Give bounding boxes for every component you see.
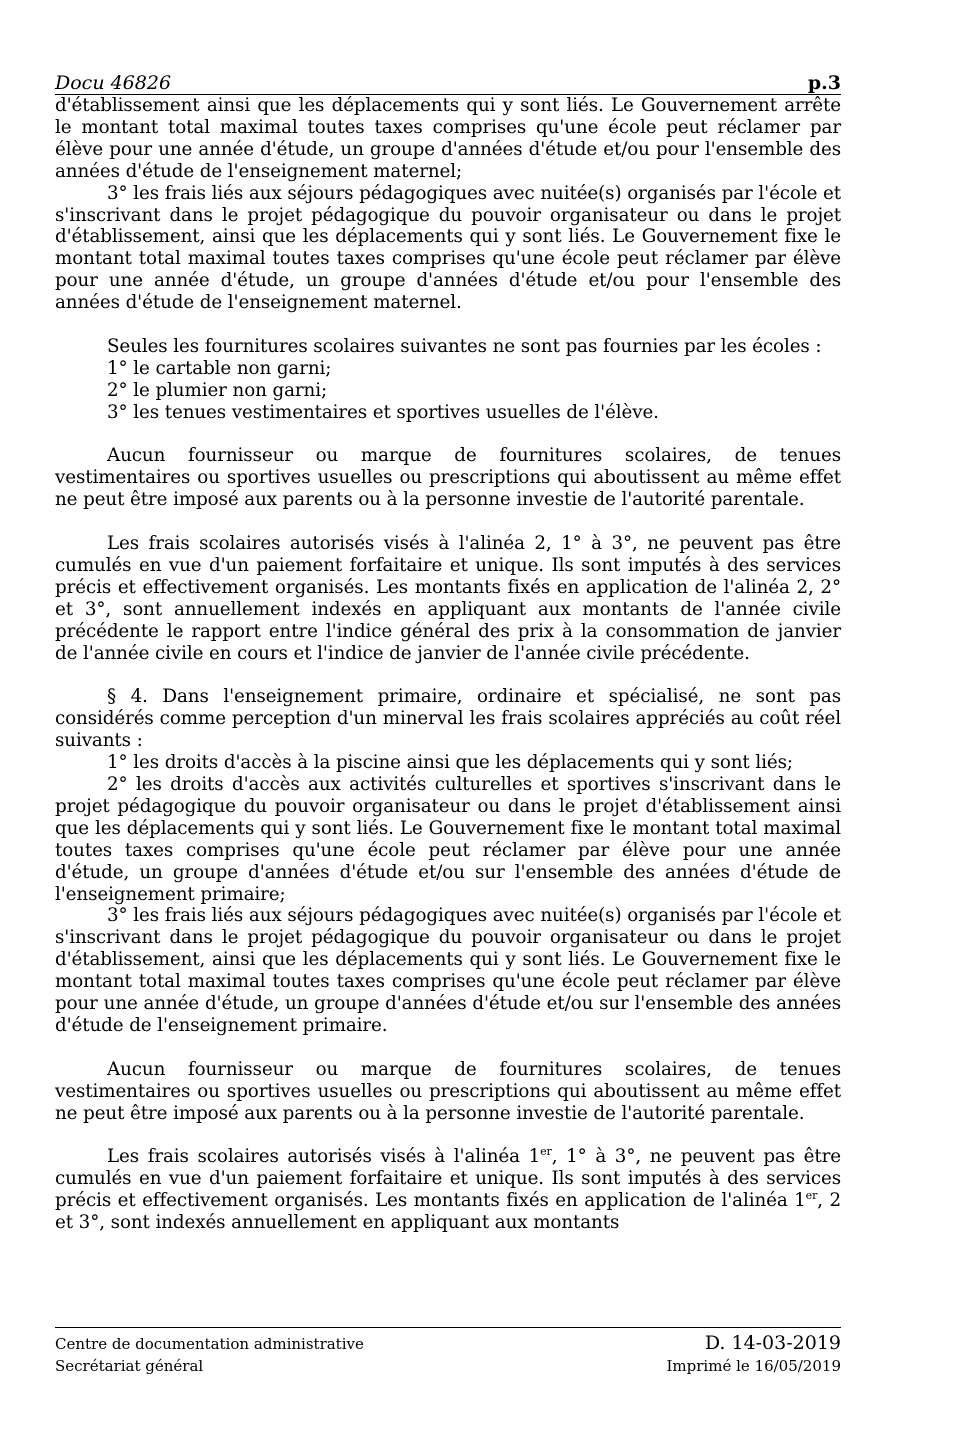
paragraph: Seules les fournitures scolaires suivantes ne sont pas fournies par les écoles :	[107, 335, 822, 357]
document-reference: Docu 46826	[55, 72, 172, 94]
paragraph: Aucun fournisseur ou marque de fournitures scolaires, de tenues vestimentaires ou sportives usuelles ou prescriptions qui aboutissent au même effet ne peut être imposé aux parents ou à la personne investie de l'autorité parentale.	[55, 1058, 841, 1124]
decree-date: D. 14-03-2019	[704, 1332, 841, 1354]
print-date: Imprimé le 16/05/2019	[666, 1357, 841, 1375]
list-item: 2° le plumier non garni;	[107, 379, 328, 401]
document-page	[55, 72, 841, 1234]
footer-department: Secrétariat général	[55, 1357, 204, 1375]
document-body	[55, 95, 841, 1234]
list-item: 3° les frais liés aux séjours pédagogiques avec nuitée(s) organisés par l'école et s'inscrivant dans le projet pédagogique du pouvoir organisateur ou dans le projet d'établissement, ainsi que les déplacements qui y sont liés. Le Gouvernement fixe le montant total maximal toutes taxes comprises qu'une école peut réclamer par élève pour une année d'étude, un groupe d'années d'étude et/ou pour l'ensemble des années d'étude de l'enseignement maternel.	[55, 182, 841, 314]
paragraph: Les frais scolaires autorisés visés à l'alinéa 1er, 1° à 3°, ne peuvent pas être cumulés en vue d'un paiement forfaitaire et unique. Ils sont imputés à des services précis et effectivement organisés. Les montants fixés en application de l'alinéa 1er, 2 et 3°, sont indexés annuellement en appliquant aux montants	[55, 1145, 842, 1234]
list-item: 3° les frais liés aux séjours pédagogiques avec nuitée(s) organisés par l'école et s'inscrivant dans le projet pédagogique du pouvoir organisateur ou dans le projet d'établissement, ainsi que les déplacements qui y sont liés. Le Gouvernement fixe le montant total maximal toutes taxes comprises qu'une école peut réclamer par élève pour une année d'étude, un groupe d'années d'étude et/ou sur l'ensemble des années d'étude de l'enseignement primaire.	[55, 905, 841, 1036]
paragraph: Aucun fournisseur ou marque de fournitures scolaires, de tenues vestimentaires ou sportives usuelles ou prescriptions qui aboutissent au même effet ne peut être imposé aux parents ou à la personne investie de l'autorité parentale.	[55, 445, 841, 511]
list-item: 1° les droits d'accès à la piscine ainsi que les déplacements qui y sont liés;	[107, 752, 793, 774]
page-number: p.3	[807, 72, 841, 94]
list-item: 2° les droits d'accès aux activités culturelles et sportives s'inscrivant dans le projet pédagogique du pouvoir organisateur ou dans le projet d'établissement ainsi que les déplacements qui y sont liés. Le Gouvernement fixe le montant total maximal toutes taxes comprises qu'une école peut réclamer par élève pour une année d'étude, un groupe d'années d'étude et/ou sur l'ensemble des années d'étude de l'enseignement primaire;	[55, 774, 841, 905]
section-paragraph: § 4. Dans l'enseignement primaire, ordinaire et spécialisé, ne sont pas considérés comme perception d'un minerval les frais scolaires appréciés au coût réel suivants :	[55, 686, 841, 752]
paragraph: Les frais scolaires autorisés visés à l'alinéa 2, 1° à 3°, ne peuvent pas être cumulés en vue d'un paiement forfaitaire et unique. Ils sont imputés à des services précis et effectivement organisés. Les montants fixés en application de l'alinéa 2, 2° et 3°, sont annuellement indexés en appliquant aux montants de l'année civile précédente le rapport entre l'indice général des prix à la consommation de janvier de l'année civile en cours et l'indice de janvier de l'année civile précédente.	[55, 533, 841, 664]
list-item: 1° le cartable non garni;	[107, 357, 332, 379]
list-item: 3° les tenues vestimentaires et sportives usuelles de l'élève.	[107, 401, 659, 423]
page-footer	[55, 1327, 841, 1377]
paragraph: d'établissement ainsi que les déplacements qui y sont liés. Le Gouvernement arrête le montant total maximal toutes taxes comprises qu'une école peut réclamer par élève pour une année d'étude, un groupe d'années d'étude et/ou pour l'ensemble des années d'étude de l'enseignement maternel;	[55, 95, 841, 182]
page-header	[55, 72, 841, 95]
footer-organization: Centre de documentation administrative	[55, 1335, 364, 1353]
